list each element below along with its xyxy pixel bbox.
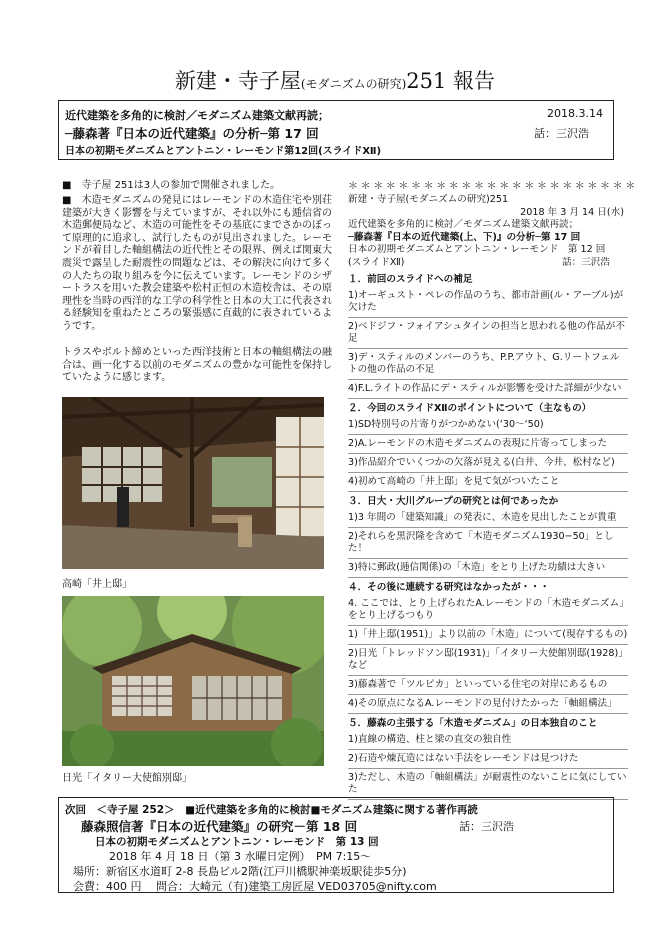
caption-italy-embassy-villa: 日光「イタリー大使館別邸」	[62, 773, 192, 784]
title-main: 新建・寺子屋	[174, 69, 301, 93]
list-item: 2)日光「トレッドソン邸(1931)」「イタリー大使館別邸(1928)」など	[348, 645, 628, 676]
section-5-heading: ５．藤森の主張する「木造モダニズム」の日本独自のこと	[348, 717, 598, 729]
left-paragraph-3: トラスやボルト締めといった西洋技術と日本の軸組構法の融合は、画一化する以前のモダニズムの豊かな可能性を保持していたように感じます。	[62, 347, 332, 384]
next-meeting-datetime: 2018 年 4 月 18 日（第 3 水曜日定例） PM 7:15～	[109, 850, 372, 863]
caption-inoue-house: 高崎「井上邸」	[62, 579, 132, 590]
right-slide-row	[348, 257, 628, 270]
list-item: 3)ただし、木造の「軸組構法」が耐震性のないことに気にしていた	[348, 769, 628, 800]
next-meeting-line3: 日本の初期モダニズムとアントニン・レーモンド 第 13 回	[95, 836, 379, 848]
next-meeting-place: 場所：新宿区水道町 2-8 長島ビル2階(江戸川橋駅神楽坂駅徒歩5分)	[73, 865, 407, 878]
right-theme: 近代建築を多角的に検討／モダニズム建築文献再読；	[348, 219, 579, 231]
exterior-photo	[62, 596, 324, 766]
right-slide: (スライドⅫ)	[348, 256, 405, 268]
right-series-title: 新建・寺子屋(モダニズムの研究)251	[348, 194, 509, 205]
list-item: 4)初めて高崎の「井上邸」を見て気がついたこと	[348, 473, 628, 492]
next-meeting-line2: 藤森照信著『日本の近代建築』の研究－第 18 回	[81, 819, 358, 834]
interior-photo-graphic	[62, 397, 324, 569]
list-item: 1)SD特別号の片寄りがつかめない(‘30～‘50)	[348, 416, 628, 435]
list-item: 2)A.レーモンドの木造モダニズムの表現に片寄ってしまった	[348, 435, 628, 454]
title-tail: 251 報告	[406, 69, 496, 93]
list-item: 1)直線の構造、柱と梁の直交の独自性	[348, 731, 628, 750]
next-meeting-speaker: 話：三沢浩	[459, 820, 514, 833]
list-item: 4)その原点になるA.レーモンドの見付けたかった「軸組構法」	[348, 695, 628, 714]
interior-photo	[62, 397, 324, 569]
list-item: 3)デ・スティルのメンバーのうち、P.P.アウト、G.リートフェルトの他の作品の不足	[348, 349, 628, 380]
section-3-heading: ３．日大・大川グループの研究とは何であったか	[348, 495, 559, 507]
next-meeting-line1: 次回 ＜寺子屋 252＞ ■近代建築を多角的に検討■モダニズム建築に関する著作再読	[65, 804, 478, 816]
section-1-heading: １．前回のスライドへの補足	[348, 273, 473, 285]
next-meeting-fee: 会費：400 円 問合：大崎元（有)建築工房匠屋 VED03705@nifty.com	[73, 880, 437, 893]
title-sub: (モダニズムの研究)	[300, 77, 407, 91]
section-2-heading: ２．今回のスライドⅫのポイントについて（主なもの）	[348, 402, 592, 414]
exterior-photo-graphic	[62, 596, 324, 766]
page-title	[60, 68, 610, 97]
header-date: 2018.3.14	[547, 107, 603, 120]
list-item: 2)石造や煉瓦造にはない手法をレーモンドは見つけた	[348, 750, 628, 769]
header-line1: 近代建築を多角的に検討／モダニズム建築文献再読；	[65, 109, 329, 122]
header-line3: 日本の初期モダニズムとアントニン・レーモンド第12回(スライドⅫ)	[65, 146, 382, 157]
header-speaker: 話：三沢浩	[534, 127, 589, 140]
list-item: 3)作品紹介でいくつかの欠落が見える(白井、今井、松村など)	[348, 454, 628, 473]
star-divider: ＊＊＊＊＊＊＊＊＊＊＊＊＊＊＊＊＊＊＊＊＊＊＊	[348, 181, 638, 192]
right-column	[348, 180, 638, 800]
section-4-heading: ４．その後に連続する研究はなかったが・・・	[348, 581, 550, 593]
left-paragraph-1: ■ 寺子屋 251は3人の参加で開催されました。	[62, 180, 281, 191]
right-subtitle: 日本の初期モダニズムとアントニン・レーモンド 第 12 回	[348, 244, 606, 256]
list-item: 2)それらを黒沢隆を含めて「木造モダニズム1930−50」とした！	[348, 528, 628, 559]
list-item: 4. ここでは、とり上げられたA.レーモンドの「木造モダニズム」をとり上げるつもり	[348, 595, 628, 626]
list-item: 3)藤森著で「ツルピカ」といっている住宅の対岸にあるもの	[348, 676, 628, 695]
list-item: 4)F.L.ライトの作品にデ・スティルが影響を受けた詳細が少ない	[348, 380, 628, 399]
list-item: 1)3 年間の「建築知識」の発表に、木造を見出したことが貴重	[348, 509, 628, 528]
right-analysis: ─藤森著『日本の近代建築(上、下)』の分析─第 17 回	[348, 231, 581, 243]
list-item: 3)特に郵政(逓信関係)の「木造」をとり上げた功績は大きい	[348, 559, 628, 578]
left-paragraph-2: ■ 木造モダニズムの発見にはレーモンドの木造住宅や別荘建築が大きく影響を与えていますが、それ以外にも逓信省の木造郵便局など、木造の可能性をその基底にまでさかのぼって原理的に追求し、試行したものが見出されました。レーモンドが着目した軸組構法の近代性とその限界、例えば関東大震災で露呈した耐震性の問題などは、その解決に向けて多くの人たちの取り組みを今に伝えています。レーモンドのシザートラスを用いた教会建築や松村正恒の木造校舎は、その原理性を当時の西洋的な工学の科学性と日本の大工に代表される経験知を重ねたところの緊張感に直截的に表されているようです。	[62, 195, 332, 332]
list-item: 2)ベドジフ・フォイアシュタインの担当と思われる他の作品が不足	[348, 318, 628, 349]
right-date: 2018 年 3 月 14 日(水)	[520, 206, 624, 218]
list-item: 1)オーギュスト・ペレの作品のうち、都市計画(ル・アーブル)が欠けた	[348, 287, 628, 318]
next-meeting-box	[58, 797, 614, 893]
right-speaker: 話：三沢浩	[562, 256, 610, 268]
header-line2: ─藤森著『日本の近代建築』の分析─第 17 回	[65, 126, 319, 141]
header-box	[58, 100, 614, 160]
list-item: 1)「井上邸(1951)」より以前の「木造」について(現存するもの)	[348, 626, 628, 645]
